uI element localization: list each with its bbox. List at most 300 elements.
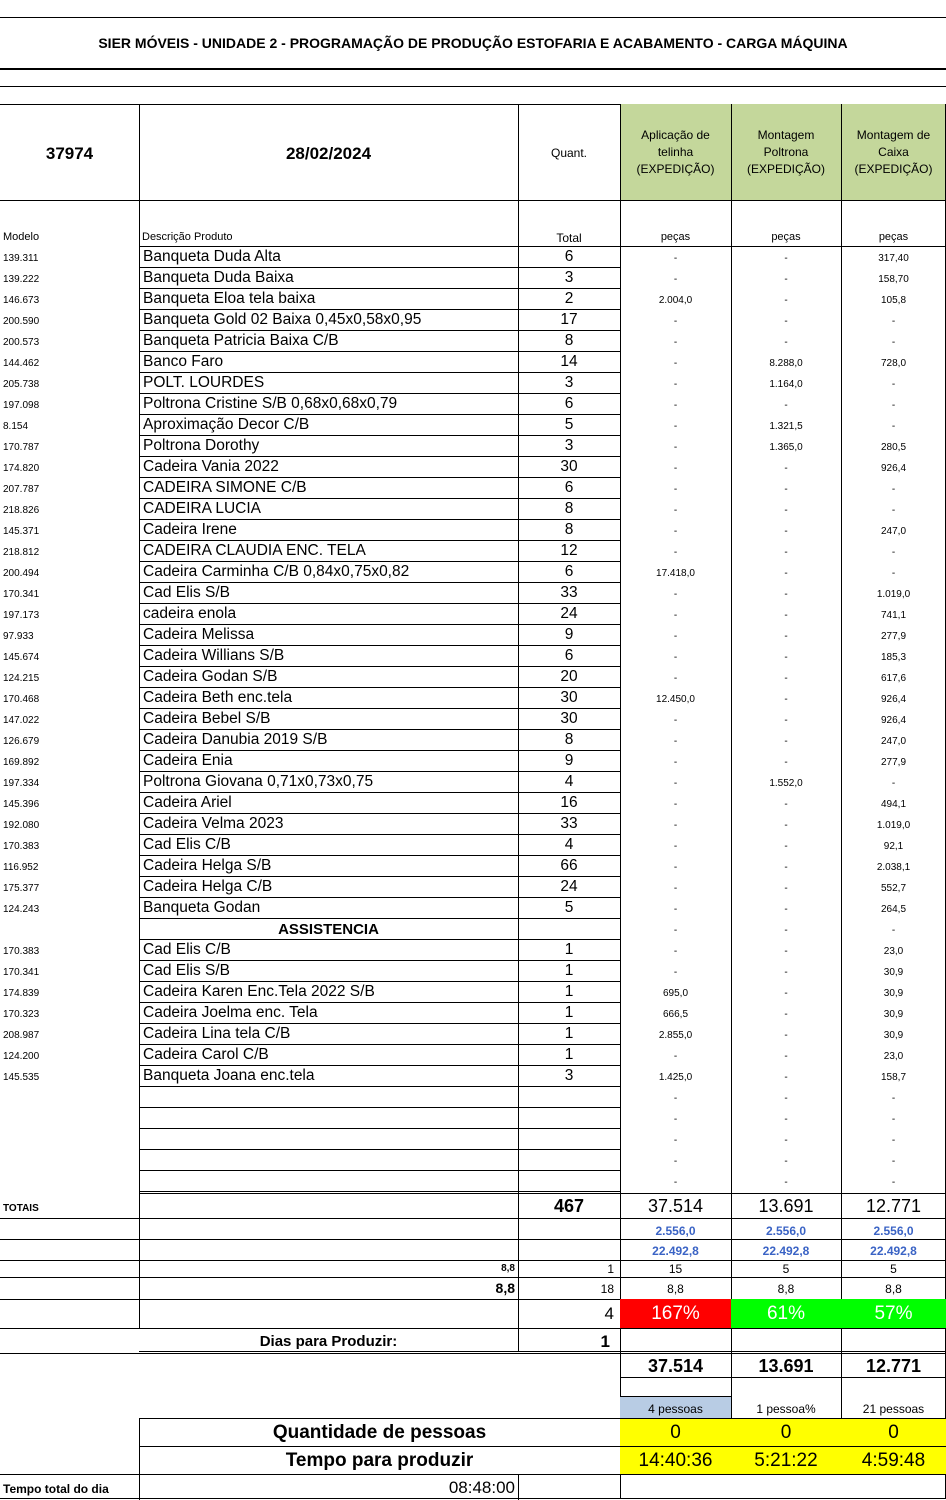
model-code: 124.243: [3, 904, 40, 915]
row-divider: [139, 897, 620, 898]
value-caixa: 617,6: [880, 673, 907, 684]
quantity: 17: [560, 311, 578, 328]
value-poltrona: -: [784, 274, 788, 285]
totals-caixa: 12.771: [865, 1196, 922, 1216]
product-description: Cadeira Danubia 2019 S/B: [143, 731, 328, 748]
row-divider: [139, 666, 620, 667]
value-telinha: -: [673, 1114, 678, 1125]
quantity: 9: [564, 626, 574, 643]
product-description: CADEIRA CLAUDIA ENC. TELA: [143, 542, 366, 559]
tempo-total-label: Tempo total do dia: [3, 1482, 109, 1496]
product-description: Cad Elis S/B: [143, 584, 231, 601]
value-telinha: -: [673, 883, 678, 894]
product-description: Banco Faro: [143, 353, 224, 370]
pessoas-poltrona: 1 pessoa%: [756, 1402, 816, 1416]
value-poltrona: -: [784, 757, 788, 768]
product-description: Banqueta Duda Alta: [143, 248, 281, 265]
product-description: Banqueta Gold 02 Baixa 0,45x0,58x0,95: [143, 311, 422, 328]
value-poltrona: -: [784, 1030, 788, 1041]
qtd-pessoas-poltrona: 0: [780, 1422, 792, 1443]
value-poltrona: -: [784, 862, 788, 873]
value-telinha: -: [673, 547, 678, 558]
value-telinha: -: [673, 715, 678, 726]
quantity: 1: [564, 962, 574, 979]
tempo-total-value: 08:48:00: [448, 1478, 515, 1497]
totals2-caixa: 12.771: [865, 1356, 922, 1376]
product-description: Aproximação Decor C/B: [143, 416, 310, 433]
value-telinha: -: [673, 463, 678, 474]
row-divider: [139, 540, 620, 541]
value-poltrona: -: [784, 631, 788, 642]
value-caixa: -: [891, 1156, 896, 1167]
row-divider: [139, 792, 620, 793]
product-description: Cadeira Willians S/B: [143, 647, 285, 664]
value-caixa: -: [891, 925, 896, 936]
totals2-poltrona: 13.691: [758, 1356, 814, 1376]
row-divider: [139, 519, 620, 520]
quantity: 8: [564, 332, 574, 349]
dias-label: Dias para Produzir:: [259, 1333, 398, 1350]
product-description: Cadeira Ariel: [143, 794, 232, 811]
value-caixa: 23,0: [883, 946, 904, 957]
value-telinha: -: [673, 862, 678, 873]
row-divider: [139, 309, 620, 310]
blue-value-3a: 2.556,0: [873, 1224, 914, 1238]
value-poltrona: 1.365,0: [769, 442, 803, 453]
value-caixa: 30,9: [883, 988, 904, 999]
value-caixa: 30,9: [883, 1030, 904, 1041]
quantity: 30: [560, 710, 578, 727]
value-telinha: -: [673, 421, 678, 432]
quantity: 33: [560, 584, 578, 601]
model-code: 200.590: [3, 316, 40, 327]
value-poltrona: -: [784, 526, 788, 537]
model-code: 218.812: [3, 547, 40, 558]
value-telinha: -: [673, 379, 678, 390]
row-a-value-3: 5: [890, 1262, 897, 1276]
quantity: 2: [564, 290, 574, 307]
value-poltrona: -: [784, 316, 788, 327]
model-code: 170.468: [3, 694, 40, 705]
quantity: 1: [564, 1046, 574, 1063]
value-caixa: 741,1: [880, 610, 907, 621]
product-description: Cadeira Bebel S/B: [143, 710, 271, 727]
model-code: 145.535: [3, 1072, 40, 1083]
value-caixa: 185,3: [880, 652, 907, 663]
value-poltrona: -: [784, 715, 788, 726]
value-caixa: -: [891, 421, 896, 432]
value-telinha: -: [673, 484, 678, 495]
product-description: Cadeira Melissa: [143, 626, 255, 643]
model-code: 170.383: [3, 946, 40, 957]
descricao-label: Descrição Produto: [142, 231, 233, 243]
total-label: Total: [556, 231, 582, 245]
value-caixa: 317,40: [878, 253, 909, 264]
totals-quantity: 467: [553, 1196, 585, 1216]
pct-telinha: 167%: [651, 1303, 700, 1324]
model-code: 116.952: [3, 862, 39, 873]
value-telinha: 17.418,0: [656, 568, 695, 579]
row-divider: [139, 918, 620, 919]
value-poltrona: -: [784, 463, 788, 474]
row-divider: [139, 729, 620, 730]
value-poltrona: -: [784, 1156, 788, 1167]
product-description: Cadeira Beth enc.tela: [143, 689, 293, 706]
value-telinha: -: [673, 1093, 678, 1104]
quantity: 24: [560, 878, 578, 895]
product-description: Cadeira Carol C/B: [143, 1046, 269, 1063]
value-telinha: -: [673, 673, 678, 684]
value-poltrona: -: [784, 799, 788, 810]
value-poltrona: -: [784, 505, 788, 516]
value-telinha: -: [673, 442, 678, 453]
product-description: Cadeira Carminha C/B 0,84x0,75x0,82: [143, 563, 410, 580]
product-description: Banqueta Eloa tela baixa: [143, 290, 316, 307]
row-divider: [139, 393, 620, 394]
model-code: 200.573: [3, 337, 40, 348]
row-b-value-3: 8,8: [885, 1282, 902, 1296]
blue-value-3b: 22.492,8: [870, 1244, 917, 1258]
value-caixa: 2.038,1: [876, 862, 911, 873]
value-telinha: -: [673, 1051, 678, 1062]
row-divider: [139, 288, 620, 289]
value-poltrona: -: [784, 1177, 788, 1188]
product-description: Poltrona Dorothy: [143, 437, 260, 454]
value-poltrona: -: [784, 400, 788, 411]
value-telinha: -: [673, 925, 678, 936]
row-divider: [139, 855, 620, 856]
value-poltrona: -: [784, 925, 788, 936]
blue-value-1b: 22.492,8: [652, 1244, 699, 1258]
row-divider: [139, 1002, 620, 1003]
value-poltrona: 8.288,0: [769, 358, 803, 369]
product-description: Cadeira Vania 2022: [143, 458, 279, 475]
value-caixa: 728,0: [880, 358, 907, 369]
order-number: 37974: [45, 144, 94, 163]
value-caixa: 158,7: [880, 1072, 907, 1083]
value-caixa: -: [891, 316, 896, 327]
value-poltrona: -: [784, 652, 788, 663]
value-caixa: -: [891, 1177, 896, 1188]
value-caixa: 23,0: [883, 1051, 904, 1062]
row-b-qty: 18: [600, 1282, 614, 1296]
value-caixa: -: [891, 1093, 896, 1104]
model-code: 170.341: [3, 589, 40, 600]
model-code: 174.839: [3, 988, 40, 999]
model-code: 205.738: [3, 379, 40, 390]
product-description: POLT. LOURDES: [143, 374, 265, 391]
product-description: Banqueta Duda Baixa: [143, 269, 294, 286]
totals-telinha: 37.514: [647, 1196, 704, 1216]
model-code: 169.892: [3, 757, 40, 768]
page-title: SIER MÓVEIS - UNIDADE 2 - PROGRAMAÇÃO DE PRODUÇÃO ESTOFARIA E ACABAMENTO - CARGA MÁQUINA: [98, 35, 848, 51]
quantity: 4: [564, 773, 574, 790]
model-code: 146.673: [3, 295, 40, 306]
row-divider: [139, 351, 620, 352]
value-telinha: -: [673, 967, 678, 978]
value-caixa: -: [891, 379, 896, 390]
model-code: 208.987: [3, 1030, 40, 1041]
product-description: Cadeira Helga C/B: [143, 878, 273, 895]
quantity: 6: [564, 563, 574, 580]
model-code: 144.462: [3, 358, 40, 369]
value-telinha: 2.855,0: [658, 1030, 693, 1041]
dias-value: 1: [600, 1332, 610, 1351]
value-caixa: 277,9: [880, 631, 907, 642]
quantity: 1: [564, 1025, 574, 1042]
quantity: 8: [564, 731, 574, 748]
row-divider: [139, 813, 620, 814]
value-caixa: -: [891, 1135, 896, 1146]
row-divider: [139, 645, 620, 646]
value-telinha: -: [673, 274, 678, 285]
value-telinha: -: [673, 400, 678, 411]
model-code: 192.080: [3, 820, 40, 831]
product-description: Banqueta Joana enc.tela: [143, 1067, 315, 1084]
value-telinha: -: [673, 652, 678, 663]
pct-row-qty: 4: [604, 1304, 614, 1323]
quantity: 8: [564, 500, 574, 517]
product-description: Cadeira Godan S/B: [143, 668, 278, 685]
value-telinha: -: [673, 820, 678, 831]
tempo-caixa: 4:59:48: [861, 1450, 926, 1471]
product-description: Cadeira Karen Enc.Tela 2022 S/B: [143, 983, 375, 1000]
value-poltrona: 1.164,0: [769, 379, 803, 390]
value-poltrona: -: [784, 1009, 788, 1020]
value-caixa: 926,4: [880, 463, 907, 474]
row-divider: [139, 708, 620, 709]
product-description: Cadeira Velma 2023: [143, 815, 284, 832]
product-description: Cadeira Helga S/B: [143, 857, 272, 874]
row-divider: [139, 834, 620, 835]
row-divider: [139, 1065, 620, 1066]
quantity: 9: [564, 752, 574, 769]
value-caixa: -: [891, 400, 896, 411]
value-poltrona: -: [784, 883, 788, 894]
product-description: Cadeira Irene: [143, 521, 237, 538]
unit-label-2: peças: [771, 231, 801, 243]
value-telinha: -: [673, 610, 678, 621]
modelo-label: Modelo: [3, 231, 40, 243]
row-divider: [139, 582, 620, 583]
quantity: 6: [564, 479, 574, 496]
section-title: ASSISTENCIA: [278, 921, 379, 938]
quantity: 8: [564, 521, 574, 538]
model-code: 170.787: [3, 442, 40, 453]
product-description: Poltrona Cristine S/B 0,68x0,68x0,79: [143, 395, 398, 412]
model-code: 170.323: [3, 1009, 40, 1020]
quantity: 3: [564, 269, 574, 286]
row-divider: [139, 771, 620, 772]
value-caixa: -: [891, 547, 896, 558]
value-caixa: -: [891, 778, 896, 789]
value-telinha: 12.450,0: [656, 694, 695, 705]
value-caixa: 30,9: [883, 967, 904, 978]
row-divider: [139, 750, 620, 751]
quantity: 6: [564, 647, 574, 664]
value-caixa: 264,5: [880, 904, 907, 915]
row-divider: [139, 687, 620, 688]
value-poltrona: -: [784, 1051, 788, 1062]
row-divider: [139, 876, 620, 877]
value-poltrona: -: [784, 1114, 788, 1125]
product-description: Poltrona Giovana 0,71x0,73x0,75: [143, 773, 374, 790]
tempo-label: Tempo para produzir: [285, 1450, 474, 1471]
value-telinha: 666,5: [662, 1009, 689, 1020]
qtd-pessoas-caixa: 0: [888, 1422, 899, 1443]
blue-value-2a: 2.556,0: [765, 1224, 807, 1238]
product-description: cadeira enola: [143, 605, 237, 622]
row-a-value-2: 5: [782, 1262, 790, 1276]
row-divider: [139, 1170, 620, 1171]
value-poltrona: -: [784, 295, 788, 306]
value-poltrona: -: [784, 904, 788, 915]
value-poltrona: -: [784, 547, 788, 558]
value-telinha: -: [673, 904, 678, 915]
row-b-left: 8,8: [495, 1280, 515, 1296]
value-caixa: -: [891, 484, 896, 495]
row-divider: [139, 981, 620, 982]
value-caixa: -: [891, 505, 896, 516]
value-caixa: 92,1: [883, 841, 904, 852]
quantity: 20: [560, 668, 578, 685]
row-a-value-1: 15: [668, 1262, 683, 1276]
quantity: 14: [560, 353, 578, 370]
quantity: 24: [560, 605, 578, 622]
model-code: 139.311: [3, 253, 39, 264]
value-caixa: 158,70: [878, 274, 909, 285]
value-telinha: -: [673, 778, 678, 789]
row-divider: [139, 372, 620, 373]
model-code: 145.371: [3, 526, 40, 537]
value-telinha: -: [673, 1135, 678, 1146]
model-code: 97.933: [3, 631, 34, 642]
value-caixa: 1.019,0: [876, 820, 911, 831]
quantity: 4: [564, 836, 574, 853]
product-description: Banqueta Godan: [143, 899, 261, 916]
value-caixa: -: [891, 568, 896, 579]
model-code: 147.022: [3, 715, 40, 726]
value-telinha: -: [673, 736, 678, 747]
row-divider: [139, 1128, 620, 1129]
quantity: 30: [560, 689, 578, 706]
value-caixa: 247,0: [880, 526, 907, 537]
value-telinha: 1.425,0: [658, 1072, 693, 1083]
value-poltrona: -: [784, 589, 788, 600]
product-description: Cad Elis C/B: [143, 836, 231, 853]
qtd-pessoas-telinha: 0: [670, 1422, 681, 1443]
model-code: 124.200: [3, 1051, 40, 1062]
row-divider: [139, 939, 620, 940]
value-telinha: -: [673, 505, 678, 516]
quantity: 5: [564, 416, 574, 433]
value-telinha: -: [673, 337, 678, 348]
product-description: Cad Elis C/B: [143, 941, 231, 958]
value-poltrona: 1.321,5: [769, 421, 803, 432]
value-poltrona: -: [784, 1072, 788, 1083]
quantity: 1: [564, 1004, 574, 1021]
quantity: 3: [564, 437, 574, 454]
quantity: 66: [560, 857, 578, 874]
value-poltrona: -: [784, 841, 788, 852]
product-description: CADEIRA LUCIA: [143, 500, 262, 517]
row-a-left: 8,8: [501, 1263, 515, 1274]
value-poltrona: -: [784, 484, 788, 495]
tempo-telinha: 14:40:36: [638, 1450, 713, 1471]
pct-poltrona: 61%: [766, 1303, 806, 1324]
value-caixa: -: [891, 1114, 896, 1125]
totals-label: TOTAIS: [3, 1203, 39, 1214]
quantity: 33: [560, 815, 578, 832]
quantity: 6: [564, 395, 574, 412]
value-telinha: -: [673, 799, 678, 810]
row-divider: [139, 1107, 620, 1108]
model-code: 197.334: [3, 778, 40, 789]
model-code: 170.383: [3, 841, 40, 852]
value-caixa: 30,9: [883, 1009, 904, 1020]
value-caixa: 1.019,0: [876, 589, 911, 600]
quantity: 3: [564, 1067, 574, 1084]
value-poltrona: -: [784, 673, 788, 684]
model-code: 200.494: [3, 568, 40, 579]
row-b-value-2: 8,8: [777, 1282, 795, 1296]
value-poltrona: 1.552,0: [769, 778, 803, 789]
totals-poltrona: 13.691: [758, 1196, 814, 1216]
row-divider: [139, 330, 620, 331]
value-telinha: -: [673, 526, 678, 537]
value-caixa: 494,1: [880, 799, 907, 810]
row-b-value-1: 8,8: [667, 1282, 684, 1296]
value-telinha: -: [673, 1177, 678, 1188]
model-code: 8.154: [3, 421, 29, 432]
row-divider: [139, 1023, 620, 1024]
value-poltrona: -: [784, 988, 788, 999]
production-date: 28/02/2024: [285, 144, 372, 163]
model-code: 175.377: [3, 883, 40, 894]
blue-value-2b: 22.492,8: [762, 1244, 810, 1258]
value-poltrona: -: [784, 568, 788, 579]
pct-caixa: 57%: [874, 1303, 913, 1324]
row-divider: [139, 1191, 620, 1192]
value-poltrona: -: [784, 967, 788, 978]
value-poltrona: -: [784, 820, 788, 831]
tempo-poltrona: 5:21:22: [754, 1450, 818, 1471]
value-poltrona: -: [784, 1093, 788, 1104]
row-divider: [139, 561, 620, 562]
unit-label-3: peças: [878, 231, 909, 243]
product-description: Banqueta Patricia Baixa C/B: [143, 332, 339, 349]
qtd-pessoas-label: Quantidade de pessoas: [272, 1422, 487, 1443]
model-code: 197.173: [3, 610, 40, 621]
model-code: 174.820: [3, 463, 40, 474]
value-poltrona: -: [784, 337, 788, 348]
row-divider: [139, 477, 620, 478]
quantity: 1: [564, 941, 574, 958]
quant-label: Quant.: [550, 146, 588, 160]
quantity: 30: [560, 458, 578, 475]
model-code: 207.787: [3, 484, 40, 495]
value-telinha: 2.004,0: [658, 295, 693, 306]
product-description: Cad Elis S/B: [143, 962, 231, 979]
value-poltrona: -: [784, 946, 788, 957]
model-code: 145.396: [3, 799, 40, 810]
value-poltrona: -: [784, 694, 788, 705]
value-caixa: 552,7: [880, 883, 907, 894]
value-caixa: 247,0: [880, 736, 907, 747]
row-divider: [139, 960, 620, 961]
quantity: 5: [564, 899, 574, 916]
value-telinha: -: [673, 1156, 678, 1167]
